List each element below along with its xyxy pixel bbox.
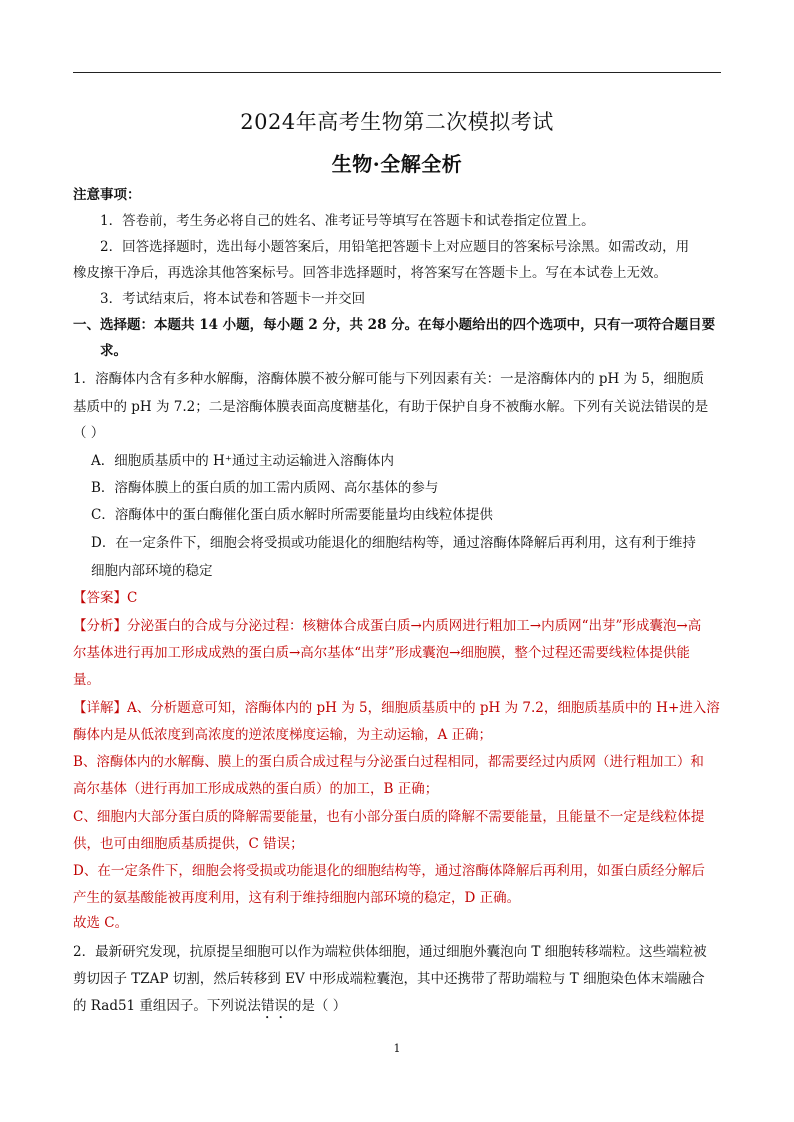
q1-detail-line4: 高尔基体（进行再加工形成成熟的蛋白质）的加工，B 正确； [73,781,439,797]
exam-title: 2024年高考生物第二次模拟考试 [240,110,554,134]
q1-option-d-cont: 细胞内部环境的稳定 [91,563,213,579]
q1-analysis-line3: 量。 [73,672,100,688]
q1-stem-line2: 基质中的 pH 为 7.2；二是溶酶体膜表面高度糖基化，有助于保护自身不被酶水解。下列有关说法错误的是 [73,399,709,415]
q1-option-b: B．溶酶体膜上的蛋白质的加工需内质网、高尔基体的参与 [91,480,439,496]
notice-item-3: 3．考试结束后，将本试卷和答题卡一并交回 [100,291,366,307]
q1-detail-line1: 【详解】A、分析题意可知，溶酶体内的 pH 为 5，细胞质基质中的 pH 为 7.2，细胞质基质中的 H+进入溶 [73,700,720,716]
page-number: 1 [393,1042,401,1055]
notice-item-2b: 橡皮擦干净后，再选涂其他答案标号。回答非选择题时，将答案写在答题卡上。写在本试卷上无效。 [73,265,667,281]
q1-analysis-line1: 【分析】分泌蛋白的合成与分泌过程：核糖体合成蛋白质→内质网进行粗加工→内质网“出芽”形成囊泡→高 [73,618,702,634]
q1-detail-line5: C、细胞内大部分蛋白质的降解需要能量，也有小部分蛋白质的降解不需要能量，且能量不一定是线粒体提 [73,809,705,825]
q1-detail-line2: 酶体内是从低浓度到高浓度的逆浓度梯度运输，为主动运输，A 正确； [73,727,493,743]
q2-stem-line3 [73,997,346,1022]
notice-item-2a: 2．回答选择题时，选出每小题答案后，用铅笔把答题卡上对应题目的答案标号涂黑。如需改动，用 [100,239,690,255]
q1-option-c: C．溶酶体中的蛋白酶催化蛋白质水解时所需要能量均由线粒体提供 [91,507,493,523]
q1-conclusion: 故选 C。 [73,915,129,931]
q1-option-a: A．细胞质基质中的 H⁺通过主动运输进入溶酶体内 [91,453,394,469]
q2-stem-line2: 剪切因子 TZAP 切割，然后转移到 EV 中形成端粒囊泡，其中还携带了帮助端粒与 T 细胞染色体末端融合 [73,971,705,987]
section-heading: 一、选择题：本题共 14 小题，每小题 2 分，共 28 分。在每小题给出的四个选项中，只有一项符合题目要 [73,317,716,333]
exam-subtitle: 生物·全解全析 [331,152,463,176]
q2-stem-line3-post: 的是（ ） [287,998,347,1014]
q2-emphasis-word: 错误 [260,998,288,1014]
notice-heading: 注意事项： [73,187,141,203]
notice-item-1: 1．答卷前，考生务必将自己的姓名、准考证号等填写在答题卡和试卷指定位置上。 [100,213,595,229]
q1-stem-line1: 1．溶酶体内含有多种水解酶，溶酶体膜不被分解可能与下列因素有关：一是溶酶体内的 pH 为 5，细胞质 [73,371,704,387]
q1-detail-line6: 供，也可由细胞质基质提供，C 错误； [73,836,304,852]
q1-stem-line3: （ ） [73,425,105,441]
q1-option-d: D．在一定条件下，细胞会将受损或功能退化的细胞结构等，通过溶酶体降解后再利用，这有利于维持 [91,535,696,551]
section-heading-cont: 求。 [100,343,127,359]
q1-detail-line7: D、在一定条件下，细胞会将受损或功能退化的细胞结构等，通过溶酶体降解后再利用，如蛋白质经分解后 [73,863,705,879]
q1-analysis-line2: 尔基体进行再加工形成成熟的蛋白质→高尔基体“出芽”形成囊泡→细胞膜，整个过程还需要线粒体提供能 [73,645,690,661]
q2-stem-line3-pre: 的 Rad51 重组因子。下列说法 [73,998,261,1014]
q2-stem-line1: 2．最新研究发现，抗原提呈细胞可以作为端粒供体细胞，通过细胞外囊泡向 T 细胞转移端粒。这些端粒被 [73,944,707,960]
top-rule [73,72,721,73]
q1-answer: 【答案】C [73,590,138,606]
q1-detail-line8: 产生的氨基酸能被再度利用，这有利于维持细胞内部环境的稳定，D 正确。 [73,890,521,906]
q1-detail-line3: B、溶酶体内的水解酶、膜上的蛋白质合成过程与分泌蛋白过程相同，都需要经过内质网（进行粗加工）和 [73,754,704,770]
